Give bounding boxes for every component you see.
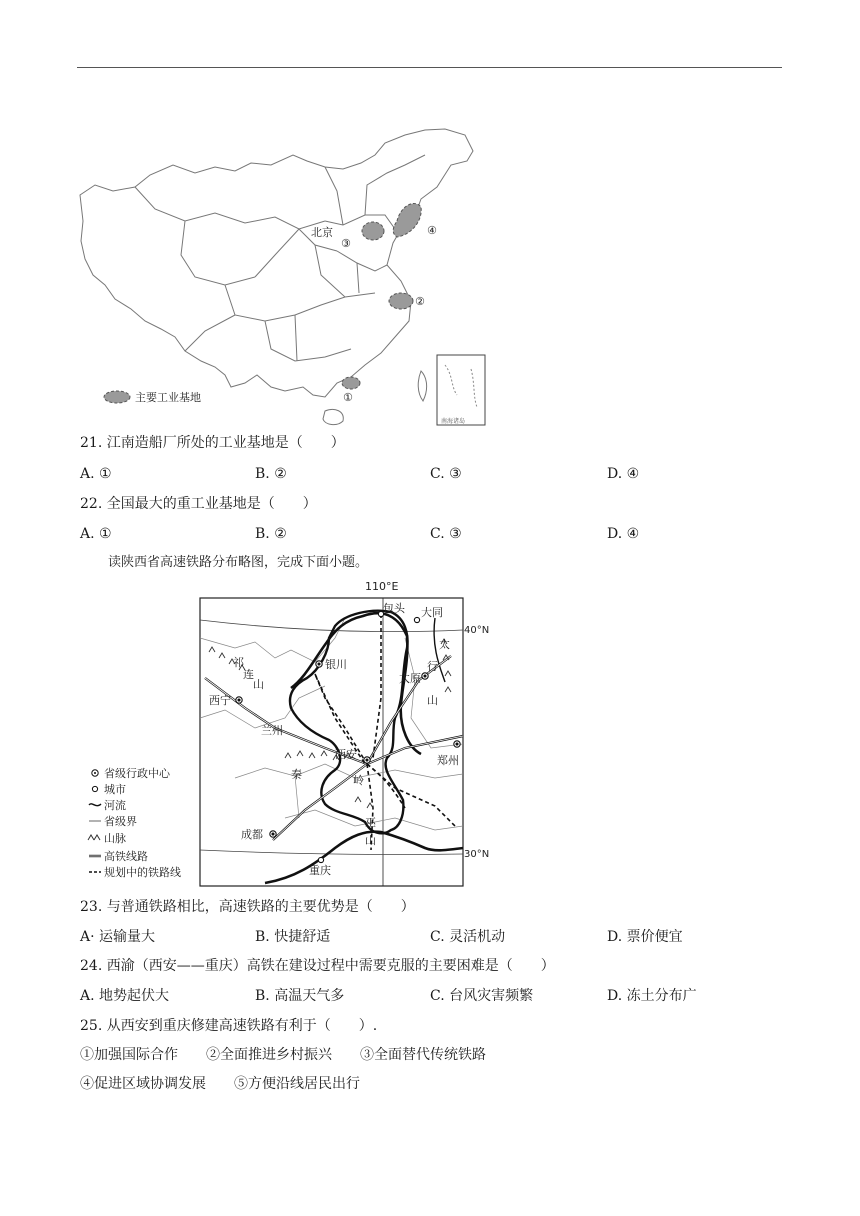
intro-text: 读陕西省高速铁路分布略图，完成下面小题。	[108, 555, 369, 570]
q21-option-a: A. ①	[80, 466, 112, 482]
city-chongqing: 重庆	[309, 864, 331, 877]
rail-map-legend	[88, 764, 208, 888]
svg-text:山脉: 山脉	[104, 832, 126, 845]
industrial-base-2	[389, 293, 413, 309]
mountain-qi: 祁	[233, 656, 244, 669]
mountain-tai: 太	[439, 638, 450, 651]
mountain-hang: 行	[427, 660, 438, 673]
mountain-qin: 秦	[291, 768, 302, 781]
svg-text:省级界: 省级界	[104, 815, 137, 828]
label-base-2: ②	[415, 295, 425, 308]
legend-base-label: 主要工业基地	[135, 391, 201, 404]
label-40n: 40°N	[464, 625, 490, 636]
q23-option-b: B. 快捷舒适	[255, 929, 331, 945]
city-yinchuan: 银川	[325, 658, 347, 671]
label-base-1: ①	[343, 391, 353, 404]
q25-stem: 25. 从西安到重庆修建高速铁路有利于（ ）.	[80, 1018, 378, 1034]
label-beijing: 北京	[311, 226, 333, 239]
q21-option-d: D. ④	[607, 466, 640, 482]
industrial-base-3	[362, 222, 384, 240]
svg-text:河流: 河流	[104, 799, 126, 812]
legend-base-swatch	[104, 391, 130, 403]
q21-option-c: C. ③	[430, 466, 462, 482]
china-industry-map	[75, 125, 490, 430]
mountain-ling: 岭	[353, 774, 364, 787]
q22-option-a: A. ①	[80, 526, 112, 542]
label-base-4: ④	[427, 224, 437, 237]
q24-option-c: C. 台风灾害频繁	[430, 988, 534, 1004]
label-30n: 30°N	[464, 849, 490, 860]
industrial-base-1	[342, 377, 360, 389]
city-baotou: 包头	[383, 602, 405, 615]
city-chengdu: 成都	[241, 828, 263, 841]
q24-stem: 24. 西渝（西安——重庆）高铁在建设过程中需要克服的主要困难是（ ）	[80, 958, 555, 974]
header-rule	[77, 67, 782, 68]
q22-stem: 22. 全国最大的重工业基地是（ ）	[80, 496, 317, 512]
mountain-wu: 巫	[365, 816, 376, 829]
mountain-lian: 连	[243, 668, 254, 681]
shaanxi-rail-map	[195, 578, 490, 890]
svg-text:高铁线路: 高铁线路	[104, 850, 148, 863]
svg-text:城市: 城市	[104, 783, 126, 796]
city-zhengzhou: 郑州	[437, 754, 459, 767]
q21-option-b: B. ②	[255, 466, 287, 482]
q24-option-b: B. 高温天气多	[255, 988, 345, 1004]
svg-text:省级行政中心: 省级行政中心	[104, 767, 170, 780]
q23-stem: 23. 与普通铁路相比，高速铁路的主要优势是（ ）	[80, 899, 415, 915]
city-lanzhou: 兰州	[261, 724, 283, 737]
city-taiyuan: 太原	[399, 672, 421, 685]
city-xian: 西安	[335, 748, 357, 761]
q24-option-d: D. 冻土分布广	[607, 988, 697, 1004]
svg-text:南海诸岛: 南海诸岛	[441, 418, 466, 425]
q23-option-d: D. 票价便宜	[607, 929, 683, 945]
city-datong: 大同	[421, 606, 443, 619]
mountain-shan-3: 山	[365, 834, 376, 847]
q24-option-a: A. 地势起伏大	[80, 988, 170, 1004]
label-base-3: ③	[341, 237, 351, 250]
industrial-base-4	[393, 203, 421, 237]
svg-text:规划中的铁路线: 规划中的铁路线	[104, 866, 181, 879]
q22-option-c: C. ③	[430, 526, 462, 542]
q23-option-c: C. 灵活机动	[430, 929, 506, 945]
mountain-shan-1: 山	[253, 678, 264, 691]
q23-option-a: A· 运输量大	[80, 929, 156, 945]
mountain-shan-2: 山	[427, 694, 438, 707]
q22-option-b: B. ②	[255, 526, 287, 542]
south-china-sea-inset	[437, 355, 485, 425]
q22-option-d: D. ④	[607, 526, 640, 542]
q25-choices-line1: ①加强国际合作 ②全面推进乡村振兴 ③全面替代传统铁路	[80, 1047, 486, 1063]
label-110e: 110°E	[365, 580, 399, 593]
city-xining: 西宁	[209, 694, 231, 707]
q25-choices-line2: ④促进区域协调发展 ⑤方便沿线居民出行	[80, 1076, 360, 1092]
q21-stem: 21. 江南造船厂所处的工业基地是（ ）	[80, 435, 345, 451]
